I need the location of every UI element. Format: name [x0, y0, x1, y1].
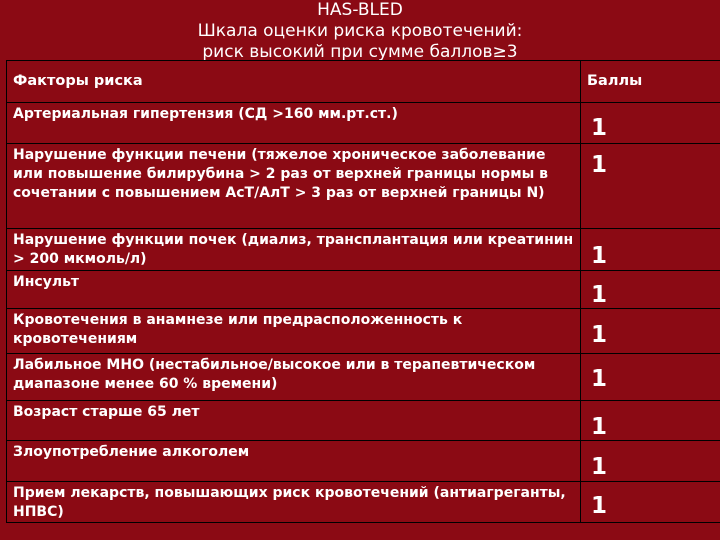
table-header-row — [7, 61, 720, 103]
header-points: Баллы — [581, 61, 720, 103]
factor-cell: Прием лекарств, повышающих риск кровотечений (антиагреганты, НПВС) — [7, 482, 581, 523]
table-row — [7, 229, 720, 271]
factor-cell: Кровотечения в анамнезе или предрасположенность к кровотечениям — [7, 309, 581, 354]
table-row — [7, 482, 720, 523]
points-cell: 1 — [581, 354, 720, 401]
points-cell: 1 — [581, 144, 720, 229]
factor-cell: Лабильное МНО (нестабильное/высокое или в терапевтическом диапазоне менее 60 % времени) — [7, 354, 581, 401]
table-row — [7, 354, 720, 401]
points-cell: 1 — [581, 103, 720, 144]
points-cell: 1 — [581, 482, 720, 523]
title-line-2: Шкала оценки риска кровотечений: — [197, 21, 523, 41]
table-row — [7, 309, 720, 354]
factor-cell: Возраст старше 65 лет — [7, 401, 581, 441]
table-row — [7, 441, 720, 482]
has-bled-table — [6, 60, 720, 523]
title-line-1: HAS-BLED — [317, 0, 403, 20]
points-cell: 1 — [581, 229, 720, 271]
factor-cell: Артериальная гипертензия (СД >160 мм.рт.ст.) — [7, 103, 581, 144]
table-row — [7, 271, 720, 309]
points-cell: 1 — [581, 401, 720, 441]
title-line-3: риск высокий при сумме баллов≥3 — [202, 42, 518, 62]
points-cell: 1 — [581, 441, 720, 482]
slide-title — [0, 0, 720, 63]
factor-cell: Злоупотребление алкоголем — [7, 441, 581, 482]
factor-cell: Нарушение функции печени (тяжелое хроническое заболевание или повышение билирубина > 2 раз от верхней границы нормы в сочетании с повышением АсТ/АлТ > 3 раз от верхней границы N) — [7, 144, 581, 229]
points-cell: 1 — [581, 309, 720, 354]
header-factor: Факторы риска — [7, 61, 581, 103]
table-row — [7, 144, 720, 229]
factor-cell: Инсульт — [7, 271, 581, 309]
points-cell: 1 — [581, 271, 720, 309]
table-row — [7, 103, 720, 144]
factor-cell: Нарушение функции почек (диализ, трансплантация или креатинин > 200 мкмоль/л) — [7, 229, 581, 271]
table-row — [7, 401, 720, 441]
